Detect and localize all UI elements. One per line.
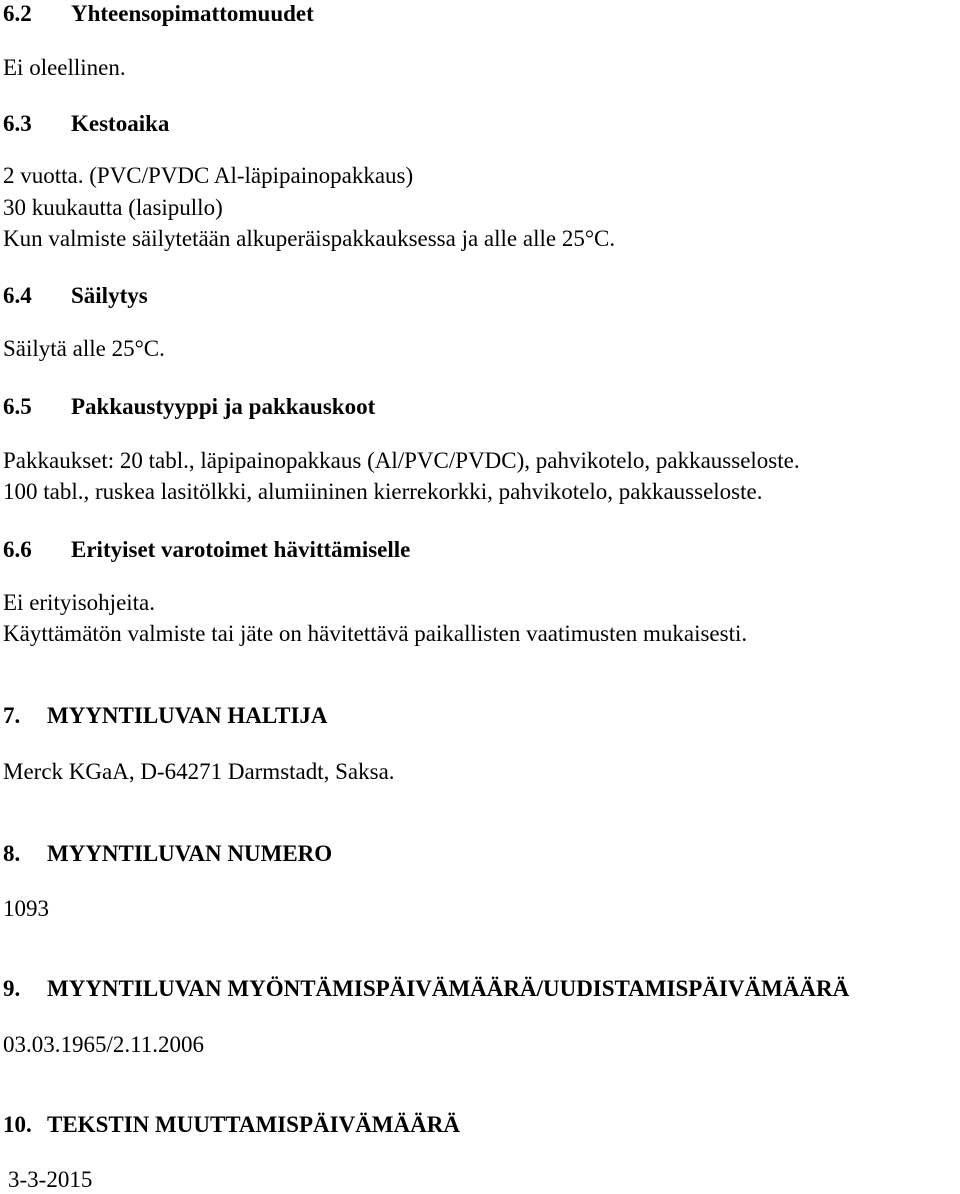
- section-title: MYYNTILUVAN NUMERO: [47, 841, 333, 866]
- section-8-body: 1093: [3, 896, 49, 921]
- section-number: 8.: [3, 841, 21, 866]
- section-title: Kestoaika: [71, 111, 170, 136]
- section-title: Pakkaustyyppi ja pakkauskoot: [71, 394, 376, 419]
- section-6-3-line-2: 30 kuukautta (lasipullo): [3, 195, 223, 220]
- section-6-3-line-1: 2 vuotta. (PVC/PVDC Al-läpipainopakkaus): [3, 163, 414, 188]
- section-number: 6.4: [3, 283, 32, 308]
- section-8-heading: [3, 840, 332, 868]
- section-9-heading: [3, 975, 849, 1003]
- section-9-body: 03.03.1965/2.11.2006: [3, 1032, 205, 1057]
- section-6-3-line-3: Kun valmiste säilytetään alkuperäispakkauksessa ja alle alle 25°C.: [3, 226, 616, 251]
- section-number: 7.: [3, 703, 21, 728]
- section-title: MYYNTILUVAN HALTIJA: [47, 703, 328, 728]
- section-number: 6.2: [3, 1, 32, 26]
- section-6-3-heading: [3, 110, 169, 138]
- section-10-heading: [3, 1111, 460, 1139]
- section-6-4-heading: [3, 282, 148, 310]
- section-6-2-body: Ei oleellinen.: [3, 55, 126, 80]
- section-title: MYYNTILUVAN MYÖNTÄMISPÄIVÄMÄÄRÄ/UUDISTAMISPÄIVÄMÄÄRÄ: [47, 976, 850, 1001]
- section-title: Erityiset varotoimet hävittämiselle: [71, 537, 411, 562]
- section-number: 6.5: [3, 394, 32, 419]
- section-6-6-line-2: Käyttämätön valmiste tai jäte on hävitettävä paikallisten vaatimusten mukaisesti.: [3, 621, 748, 646]
- section-7-heading: [3, 702, 328, 730]
- section-6-5-line-1: Pakkaukset: 20 tabl., läpipainopakkaus (Al/PVC/PVDC), pahvikotelo, pakkausseloste.: [3, 448, 800, 473]
- section-title: Säilytys: [71, 283, 148, 308]
- section-number: 6.6: [3, 537, 32, 562]
- section-number: 6.3: [3, 111, 32, 136]
- section-6-2-heading: [3, 0, 314, 28]
- section-title: TEKSTIN MUUTTAMISPÄIVÄMÄÄRÄ: [47, 1112, 460, 1137]
- section-6-5-heading: [3, 393, 375, 421]
- section-number: 10.: [3, 1112, 32, 1137]
- section-number: 9.: [3, 976, 21, 1001]
- section-title: Yhteensopimattomuudet: [71, 1, 314, 26]
- section-6-6-heading: [3, 536, 410, 564]
- section-7-body: Merck KGaA, D-64271 Darmstadt, Saksa.: [3, 759, 395, 784]
- section-6-6-line-1: Ei erityisohjeita.: [3, 590, 156, 615]
- section-6-5-line-2: 100 tabl., ruskea lasitölkki, alumiininen kierrekorkki, pahvikotelo, pakkausseloste.: [3, 479, 763, 504]
- section-6-4-body: Säilytä alle 25°C.: [3, 336, 165, 361]
- section-10-body: 3-3-2015: [8, 1167, 93, 1192]
